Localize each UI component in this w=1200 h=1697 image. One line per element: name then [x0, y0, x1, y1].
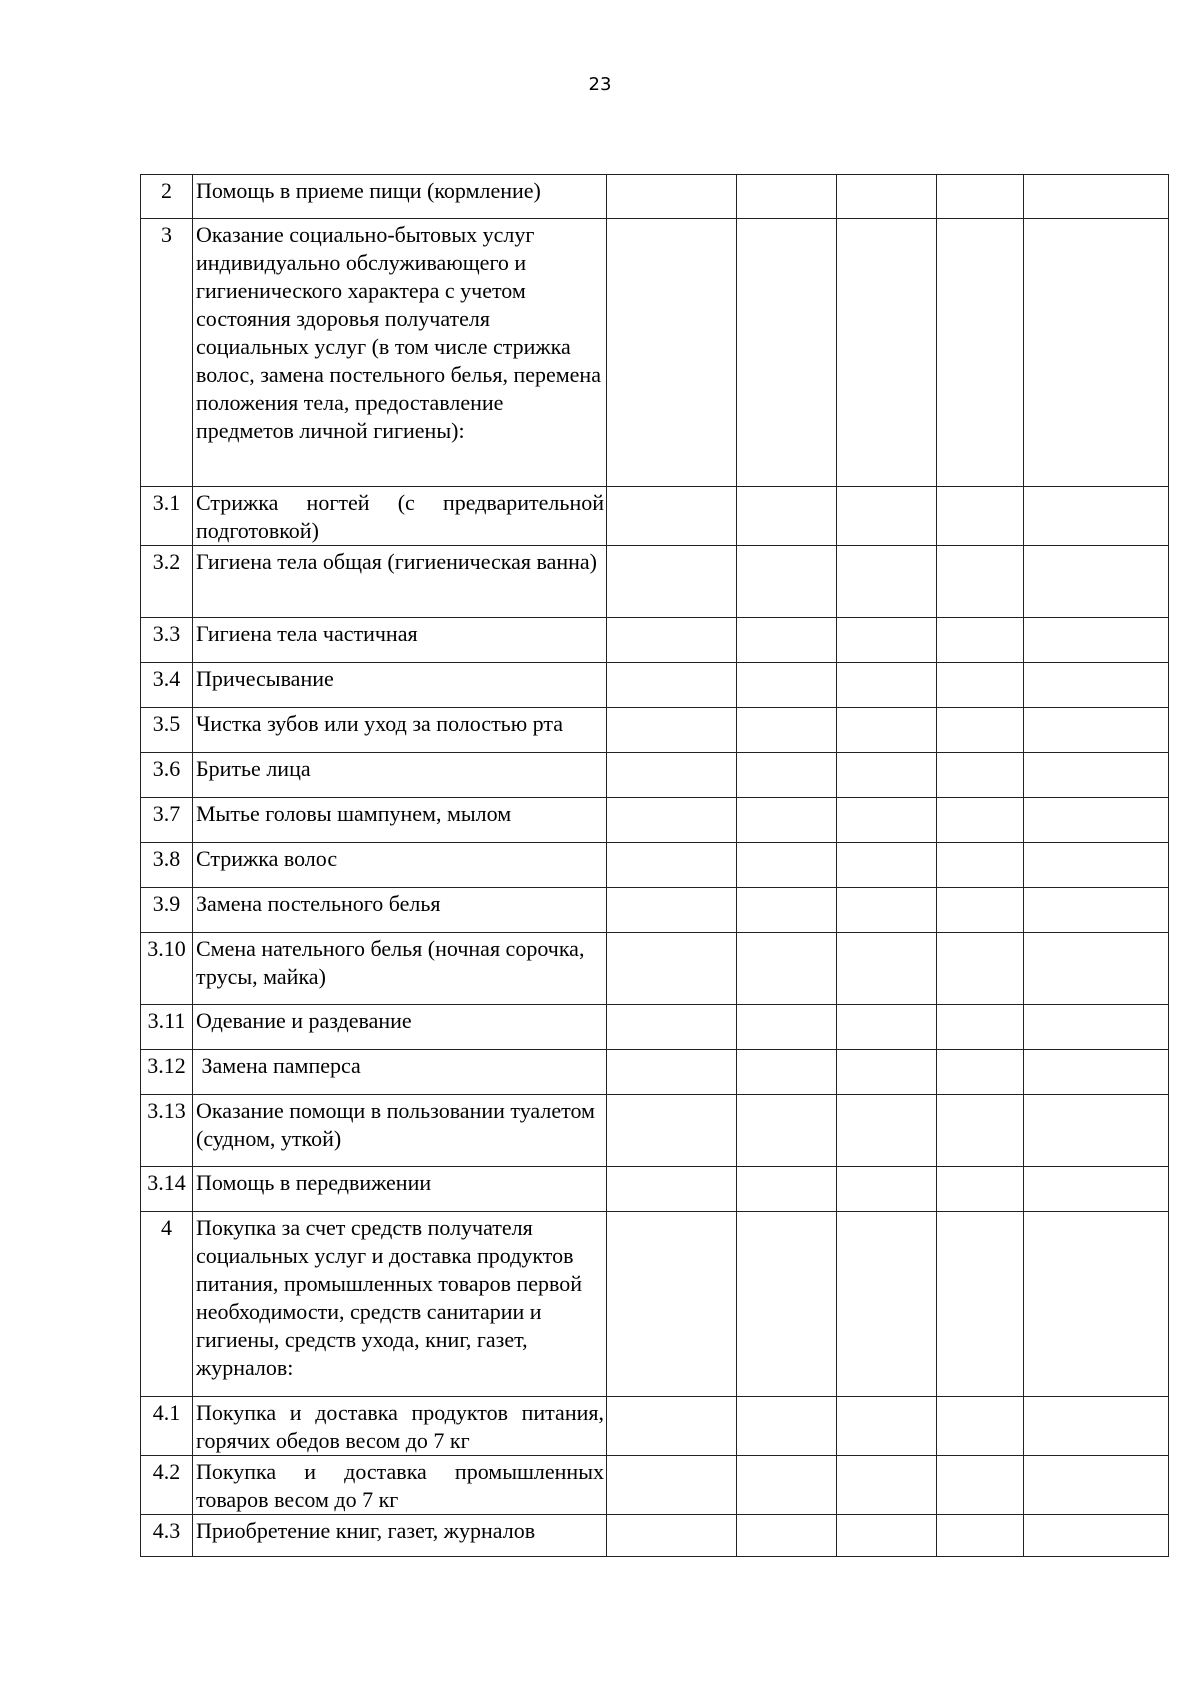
row-number: 3.13	[141, 1095, 193, 1167]
empty-cell	[737, 618, 837, 663]
empty-cell	[737, 798, 837, 843]
empty-cell	[837, 1456, 937, 1515]
empty-cell	[737, 663, 837, 708]
empty-cell	[737, 1050, 837, 1095]
empty-cell	[937, 798, 1024, 843]
empty-cell	[837, 1515, 937, 1557]
empty-cell	[607, 1005, 737, 1050]
empty-cell	[837, 933, 937, 1005]
service-name: Чистка зубов или уход за полостью рта	[193, 708, 607, 753]
empty-cell	[937, 546, 1024, 618]
empty-cell	[737, 546, 837, 618]
table-row	[141, 933, 1169, 1005]
empty-cell	[1024, 1095, 1169, 1167]
service-name: Оказание помощи в пользовании туалетом (судном, уткой)	[193, 1095, 607, 1167]
table-row	[141, 708, 1169, 753]
row-number: 3.14	[141, 1167, 193, 1212]
empty-cell	[837, 487, 937, 546]
service-name: Покупка и доставка промышленных товаров весом до 7 кг	[193, 1456, 607, 1515]
empty-cell	[937, 618, 1024, 663]
empty-cell	[607, 708, 737, 753]
services-table	[140, 174, 1169, 1557]
empty-cell	[1024, 487, 1169, 546]
empty-cell	[607, 1050, 737, 1095]
empty-cell	[937, 1456, 1024, 1515]
page-number: 23	[588, 74, 612, 95]
table-row	[141, 487, 1169, 546]
empty-cell	[1024, 175, 1169, 219]
empty-cell	[1024, 888, 1169, 933]
empty-cell	[837, 663, 937, 708]
empty-cell	[607, 546, 737, 618]
table-row	[141, 753, 1169, 798]
empty-cell	[737, 1456, 837, 1515]
empty-cell	[837, 546, 937, 618]
table-row	[141, 1515, 1169, 1557]
empty-cell	[607, 843, 737, 888]
empty-cell	[607, 1167, 737, 1212]
table-row	[141, 888, 1169, 933]
empty-cell	[937, 888, 1024, 933]
service-name: Помощь в приеме пищи (кормление)	[193, 175, 607, 219]
empty-cell	[937, 933, 1024, 1005]
empty-cell	[1024, 546, 1169, 618]
empty-cell	[737, 175, 837, 219]
empty-cell	[737, 1397, 837, 1456]
table-row	[141, 843, 1169, 888]
empty-cell	[737, 888, 837, 933]
service-name: Гигиена тела частичная	[193, 618, 607, 663]
table-row	[141, 618, 1169, 663]
empty-cell	[1024, 843, 1169, 888]
table-row	[141, 1005, 1169, 1050]
empty-cell	[737, 1095, 837, 1167]
empty-cell	[937, 1095, 1024, 1167]
service-name: Бритье лица	[193, 753, 607, 798]
empty-cell	[607, 753, 737, 798]
table-row	[141, 546, 1169, 618]
empty-cell	[837, 1397, 937, 1456]
row-number: 3.10	[141, 933, 193, 1005]
empty-cell	[937, 1212, 1024, 1397]
service-name: Помощь в передвижении	[193, 1167, 607, 1212]
empty-cell	[937, 843, 1024, 888]
empty-cell	[1024, 618, 1169, 663]
table-row	[141, 1397, 1169, 1456]
table-row	[141, 1095, 1169, 1167]
empty-cell	[837, 1095, 937, 1167]
table-row	[141, 1212, 1169, 1397]
empty-cell	[937, 219, 1024, 487]
empty-cell	[737, 219, 837, 487]
service-name: Покупка за счет средств получателя социальных услуг и доставка продуктов питания, промышленных товаров первой необходимости, средств санитарии и гигиены, средств ухода, книг, газет, журналов:	[193, 1212, 607, 1397]
empty-cell	[607, 1397, 737, 1456]
empty-cell	[1024, 1167, 1169, 1212]
empty-cell	[1024, 753, 1169, 798]
empty-cell	[937, 487, 1024, 546]
row-number: 3.8	[141, 843, 193, 888]
service-name: Стрижка ногтей (с предварительной подготовкой)	[193, 487, 607, 546]
table-row	[141, 175, 1169, 219]
empty-cell	[1024, 1005, 1169, 1050]
empty-cell	[1024, 1397, 1169, 1456]
empty-cell	[1024, 219, 1169, 487]
empty-cell	[937, 753, 1024, 798]
row-number: 2	[141, 175, 193, 219]
empty-cell	[607, 1515, 737, 1557]
empty-cell	[837, 708, 937, 753]
empty-cell	[937, 708, 1024, 753]
service-name: Смена нательного белья (ночная сорочка, трусы, майка)	[193, 933, 607, 1005]
table-row	[141, 1456, 1169, 1515]
service-name: Одевание и раздевание	[193, 1005, 607, 1050]
empty-cell	[607, 1212, 737, 1397]
empty-cell	[607, 798, 737, 843]
empty-cell	[607, 487, 737, 546]
empty-cell	[1024, 1515, 1169, 1557]
empty-cell	[837, 175, 937, 219]
table-row	[141, 1167, 1169, 1212]
empty-cell	[837, 1167, 937, 1212]
row-number: 3.1	[141, 487, 193, 546]
service-name: Замена постельного белья	[193, 888, 607, 933]
row-number: 3.12	[141, 1050, 193, 1095]
empty-cell	[937, 1515, 1024, 1557]
empty-cell	[1024, 1456, 1169, 1515]
empty-cell	[737, 708, 837, 753]
empty-cell	[607, 1095, 737, 1167]
table-row	[141, 798, 1169, 843]
row-number: 4.2	[141, 1456, 193, 1515]
service-name: Причесывание	[193, 663, 607, 708]
empty-cell	[1024, 663, 1169, 708]
row-number: 4.1	[141, 1397, 193, 1456]
empty-cell	[1024, 798, 1169, 843]
empty-cell	[937, 1167, 1024, 1212]
empty-cell	[837, 843, 937, 888]
service-name: Покупка и доставка продуктов питания, горячих обедов весом до 7 кг	[193, 1397, 607, 1456]
empty-cell	[837, 219, 937, 487]
empty-cell	[1024, 1212, 1169, 1397]
empty-cell	[607, 888, 737, 933]
empty-cell	[937, 1005, 1024, 1050]
table-row	[141, 1050, 1169, 1095]
empty-cell	[607, 219, 737, 487]
empty-cell	[937, 663, 1024, 708]
row-number: 3	[141, 219, 193, 487]
empty-cell	[737, 1212, 837, 1397]
empty-cell	[737, 843, 837, 888]
empty-cell	[607, 663, 737, 708]
empty-cell	[607, 1456, 737, 1515]
empty-cell	[737, 1515, 837, 1557]
empty-cell	[837, 798, 937, 843]
empty-cell	[607, 933, 737, 1005]
service-name: Стрижка волос	[193, 843, 607, 888]
empty-cell	[837, 753, 937, 798]
empty-cell	[737, 1005, 837, 1050]
empty-cell	[937, 175, 1024, 219]
service-name: Мытье головы шампунем, мылом	[193, 798, 607, 843]
empty-cell	[1024, 708, 1169, 753]
empty-cell	[607, 175, 737, 219]
empty-cell	[937, 1397, 1024, 1456]
row-number: 3.3	[141, 618, 193, 663]
row-number: 3.11	[141, 1005, 193, 1050]
row-number: 3.7	[141, 798, 193, 843]
empty-cell	[737, 933, 837, 1005]
row-number: 3.4	[141, 663, 193, 708]
service-name: Оказание социально-бытовых услуг индивидуально обслуживающего и гигиенического характера с учетом состояния здоровья получателя социальных услуг (в том числе стрижка волос, замена постельного белья, перемена положения тела, предоставление предметов личной гигиены):	[193, 219, 607, 487]
empty-cell	[1024, 933, 1169, 1005]
empty-cell	[937, 1050, 1024, 1095]
service-name: Гигиена тела общая (гигиеническая ванна)	[193, 546, 607, 618]
empty-cell	[837, 888, 937, 933]
empty-cell	[607, 618, 737, 663]
row-number: 3.2	[141, 546, 193, 618]
empty-cell	[737, 753, 837, 798]
row-number: 4.3	[141, 1515, 193, 1557]
row-number: 4	[141, 1212, 193, 1397]
empty-cell	[837, 1050, 937, 1095]
row-number: 3.6	[141, 753, 193, 798]
row-number: 3.9	[141, 888, 193, 933]
service-name: Замена памперса	[193, 1050, 607, 1095]
empty-cell	[837, 618, 937, 663]
table-row	[141, 663, 1169, 708]
service-name: Приобретение книг, газет, журналов	[193, 1515, 607, 1557]
empty-cell	[737, 487, 837, 546]
table-row	[141, 219, 1169, 487]
empty-cell	[837, 1212, 937, 1397]
row-number: 3.5	[141, 708, 193, 753]
empty-cell	[737, 1167, 837, 1212]
empty-cell	[837, 1005, 937, 1050]
empty-cell	[1024, 1050, 1169, 1095]
